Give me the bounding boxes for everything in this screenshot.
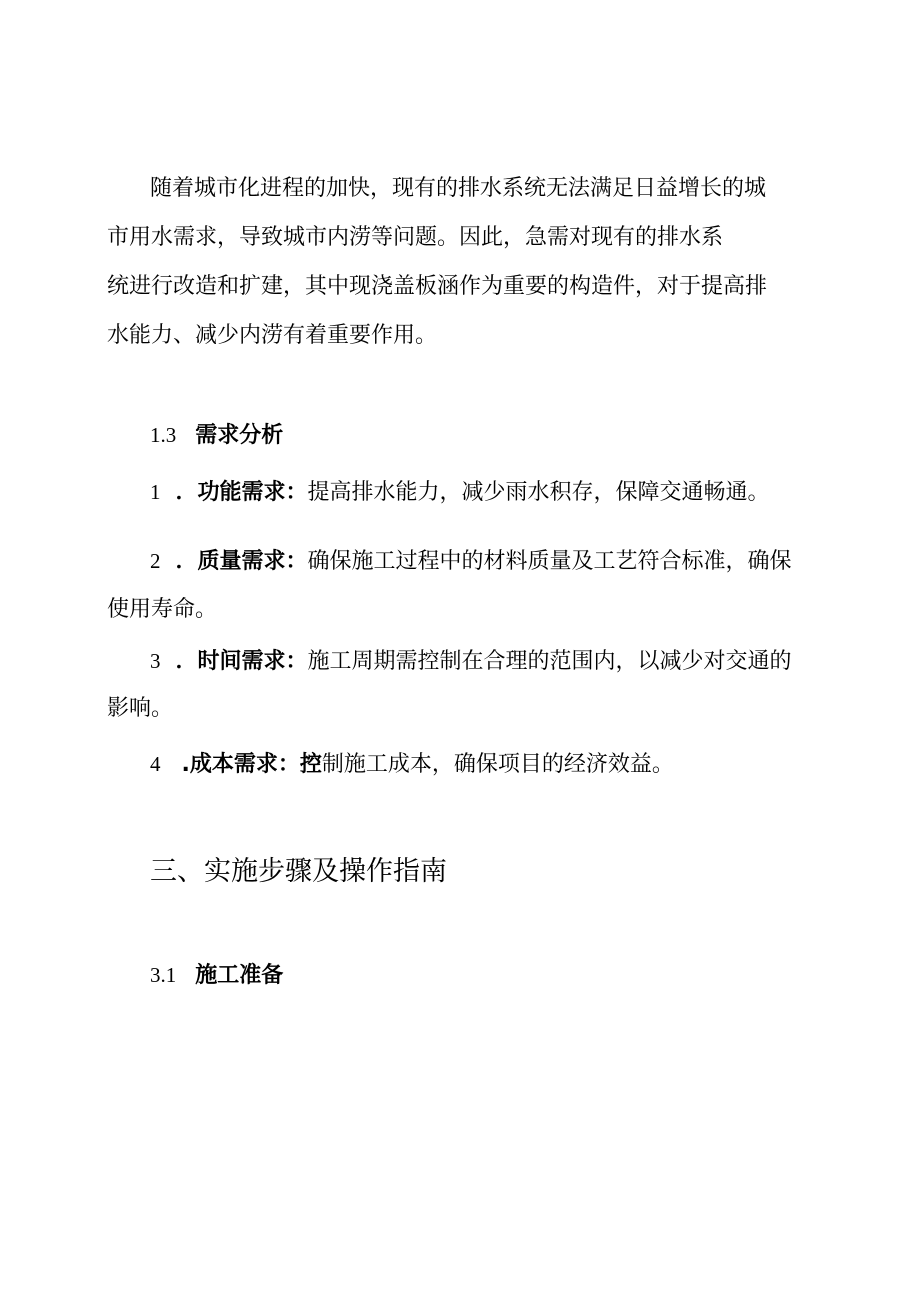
intro-line-2: 市用水需求，导致城市内涝等问题。因此，急需对现有的排水系 [107,225,724,250]
section-1-3-number: 1.3 [150,423,177,447]
item-label: 功能需求： [197,480,308,505]
list-item [150,750,674,779]
item-label: 质量需求： [197,549,308,574]
list-item [150,547,792,576]
section-3-1-number: 3.1 [150,963,177,987]
item-number: 1 [150,480,161,504]
intro-line-1: 随着城市化进程的加快，现有的排水系统无法满足日益增长的城 [150,176,767,201]
section-1-3-heading [150,421,283,450]
item-text: 提高排水能力，减少雨水积存，保障交通畅通。 [307,480,770,505]
item-number: 4 [150,752,161,776]
item-label: 成本需求：控 [189,752,322,777]
item-text: 施工周期需控制在合理的范围内，以减少对交通的 [307,649,792,674]
item-separator: ． [175,549,198,574]
list-item [150,647,792,676]
list-item [150,478,770,507]
intro-line-4: 水能力、减少内涝有着重要作用。 [107,323,438,348]
item-label: 时间需求： [197,649,308,674]
item-number: 2 [150,549,161,573]
item-text-continuation: 影响。 [107,696,174,721]
item-separator: ． [175,649,198,674]
section-1-3-title: 需求分析 [195,423,284,448]
item-number: 3 [150,649,161,673]
chapter-3-heading: 三、实施步骤及操作指南 [150,856,447,887]
section-3-1-heading [150,961,283,990]
item-text-continuation: 使用寿命。 [107,597,218,622]
section-3-1-title: 施工准备 [195,963,284,988]
item-separator: . [181,752,190,777]
item-separator: ． [175,480,198,505]
intro-line-3: 统进行改造和扩建，其中现浇盖板涵作为重要的构造件，对于提高排 [107,274,768,299]
item-text: 确保施工过程中的材料质量及工艺符合标准，确保 [307,549,792,574]
item-text: 制施工成本，确保项目的经济效益。 [321,752,674,777]
